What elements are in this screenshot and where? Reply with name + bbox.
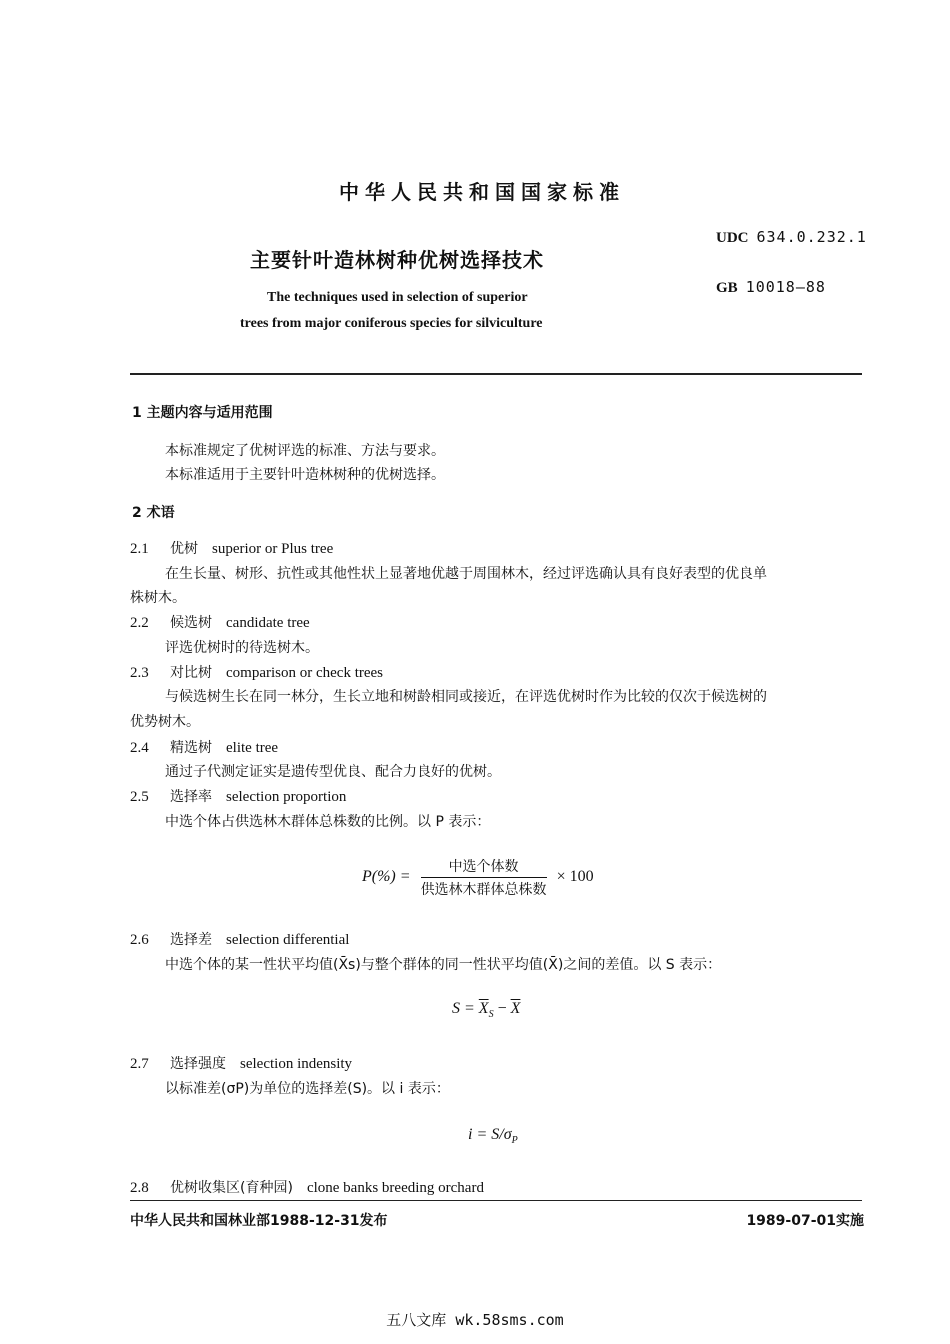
header-divider [130, 373, 862, 375]
term-number: 2.4 [130, 740, 149, 756]
section-1-para-1: 本标准规定了优树评选的标准、方法与要求。 [165, 443, 445, 459]
formula-lhs: S = [452, 1000, 475, 1017]
term-zh: 对比树 [170, 665, 212, 681]
formula-minus: − [497, 1000, 507, 1017]
term-2-6 [130, 929, 349, 949]
issued-date: 中华人民共和国林业部1988-12-31发布 [130, 1213, 388, 1229]
term-number: 2.2 [130, 615, 149, 631]
term-2-1-def-line2: 株树木。 [130, 590, 186, 606]
term-en: selection indensity [240, 1056, 353, 1072]
gb-label: GB [716, 280, 738, 296]
term-en: elite tree [226, 740, 279, 756]
term-number: 2.6 [130, 932, 149, 948]
term-2-4 [130, 737, 278, 757]
term-zh: 选择差 [170, 932, 212, 948]
formula-selection-proportion [362, 856, 594, 899]
formula-mean-population: $\overline{X}$ [510, 1000, 521, 1017]
formula-selection-differential [452, 1000, 520, 1020]
term-2-1-def-line1: 在生长量、树形、抗性或其他性状上显著地优越于周围林木，经过评选确认具有良好表型的优良单 [165, 566, 767, 582]
term-2-7-def-line1: 以标准差(σP)为单位的选择差(S)。以 i 表示： [165, 1081, 450, 1097]
term-2-2-def-line1: 评选优树时的待选树木。 [165, 640, 319, 656]
term-zh: 选择率 [170, 789, 212, 805]
fraction-denominator: 供选林木群体总株数 [420, 882, 547, 898]
term-number: 2.1 [130, 541, 149, 557]
udc-code [716, 228, 867, 247]
term-2-8 [130, 1177, 484, 1197]
footer-divider [130, 1200, 862, 1201]
document-title-en-line1: The techniques used in selection of superior [267, 290, 528, 305]
term-2-5-def-line1: 中选个体占供选林木群体总株数的比例。以 P 表示： [165, 814, 491, 830]
term-2-5 [130, 786, 346, 806]
formula-selection-intensity [468, 1126, 518, 1146]
term-zh: 优树 [170, 541, 198, 557]
term-2-6-def-line1: 中选个体的某一性状平均值(X̄s)与整个群体的同一性状平均值(X̄)之间的差值。以 S 表示： [165, 957, 722, 973]
term-number: 2.3 [130, 665, 149, 681]
term-2-1 [130, 538, 333, 558]
term-2-2 [130, 612, 310, 632]
term-2-3-def-line1: 与候选树生长在同一林分，生长立地和树龄相同或接近，在评选优树时作为比较的仅次于候选树的 [165, 689, 767, 705]
fraction-numerator: 中选个体数 [421, 856, 547, 878]
term-en: selection proportion [226, 789, 347, 805]
formula-mean-selected: $\overline{X}$ [478, 1000, 489, 1017]
section-1-heading: 1 主题内容与适用范围 [132, 405, 273, 421]
term-number: 2.8 [130, 1180, 149, 1196]
udc-label: UDC [716, 230, 749, 246]
document-title-en-line2: trees from major coniferous species for silviculture [240, 316, 543, 331]
formula-subscript: S [488, 1009, 494, 1021]
watermark-text: 五八文库 wk.58sms.com [386, 1311, 564, 1329]
term-en: selection differential [226, 932, 350, 948]
term-zh: 候选树 [170, 615, 212, 631]
gb-code [716, 278, 826, 297]
term-number: 2.7 [130, 1056, 149, 1072]
term-number: 2.5 [130, 789, 149, 805]
org-title: 中华人民共和国国家标准 [339, 180, 625, 204]
formula-subscript: P [511, 1135, 518, 1147]
term-zh: 精选树 [170, 740, 212, 756]
term-zh: 选择强度 [170, 1056, 226, 1072]
effective-date: 1989-07-01实施 [746, 1213, 864, 1229]
formula-lhs: P(%) = [362, 868, 411, 886]
gb-value: 10018—88 [745, 278, 826, 296]
section-1-para-2: 本标准适用于主要针叶造林树种的优树选择。 [165, 467, 445, 483]
term-2-4-def-line1: 通过子代测定证实是遗传型优良、配合力良好的优树。 [165, 764, 501, 780]
document-title-zh: 主要针叶造林树种优树选择技术 [250, 248, 544, 272]
term-en: superior or Plus tree [212, 541, 334, 557]
section-2-heading: 2 术语 [132, 505, 175, 521]
term-en: comparison or check trees [226, 665, 384, 681]
term-zh: 优树收集区(育种园) [170, 1180, 293, 1196]
formula-expression: i = S/σ [468, 1126, 512, 1143]
term-en: candidate tree [226, 615, 310, 631]
term-2-3-def-line2: 优势树木。 [130, 714, 200, 730]
term-en: clone banks breeding orchard [306, 1180, 484, 1196]
udc-value: 634.0.232.1 [756, 228, 867, 246]
term-2-3 [130, 662, 383, 682]
formula-fraction [421, 856, 547, 899]
term-2-7 [130, 1053, 352, 1073]
formula-rhs: × 100 [556, 868, 594, 886]
